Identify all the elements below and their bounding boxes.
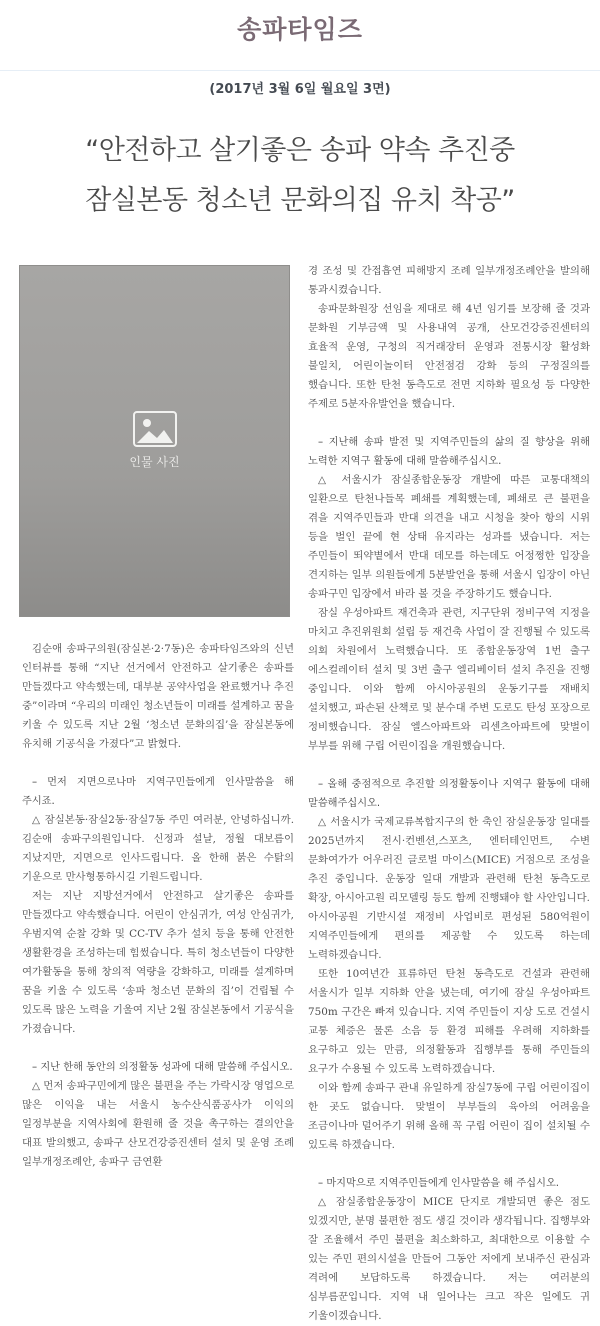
interview-question: – 올해 중점적으로 추진할 의정활동이나 지역구 활동에 대해 말씀해주십시오. (308, 779, 590, 809)
interview-question: – 먼저 지면으로나마 지역구민들에게 인사말씀을 해 주시죠. (22, 777, 294, 807)
interview-answer: △ 서울시가 잠실종합운동장 개발에 따른 교통대책의 일환으로 탄천나들목 폐쇄를 계획했는데, 폐쇄로 큰 불편을 겪을 지역주민들과 반대 의견을 내고 시청을 찾아 항의 시위 등을 벌인 끝에 현 상태 유지라는 성과를 냈습니다. 저는 주민들이 뙤약볕에서 반대 데모를 하는데도 어정쩡한 입장을 견지하는 일부 의원들에게 5분발언을 통해 서울시 입장이 아닌 송파구민 입장에서 바라 볼 것을 주장하기도 했습니다. (308, 474, 590, 600)
image-icon (133, 411, 177, 447)
interview-answer-continuation: 경 조성 및 간접흡연 피해방지 조례 일부개정조례안을 발의해 통과시켰습니다. (308, 265, 590, 296)
headline-line-1: “안전하고 살기좋은 송파 약속 추진중 (85, 135, 515, 166)
article-headline (0, 126, 600, 226)
photo-placeholder-label: 인물 사진 (129, 455, 180, 469)
interview-answer: 저는 지난 지방선거에서 안전하고 살기좋은 송파를 만들겠다고 약속했습니다. 어린이 안심귀가, 여성 안심귀가, 우범지역 순찰 강화 및 CC-TV 추가 설치 등을 통해 안전한 생활환경을 조성하는데 힘썼습니다. 특히 청소년들이 다양한 여가활동을 통해 창의적 역량을 강화하고, 미래를 설계하며 꿈을 키울 수 있도록 ‘송파 청소년 문화의 집’이 건립될 수 있도록 많은 노력을 기울여 지난 2월 잠실본동에서 기공식을 가졌습니다. (22, 890, 294, 1035)
interview-answer: 또한 10여년간 표류하던 탄천 동측도로 건설과 관련해 서울시가 일부 지하화 안을 냈는데, 여기에 잠실 우성아파트 750m 구간은 빠져 있습니다. 지역 주민들이 지상 도로 건설시 교통 체증은 물론 소음 등 환경 피해를 우려해 지하화를 요구하고 있는 만큼, 의정활동과 집행부를 통해 주민들의 요구가 수용될 수 있도록 노력하겠습니다. (308, 968, 590, 1075)
publication-dateline: (2017년 3월 6일 월요일 3면) (209, 82, 391, 97)
article-lead-paragraph: 김순애 송파구의원(잠실본·2·7동)은 송파타임즈와의 신년 인터뷰를 통해 “지난 선거에서 안전하고 살기좋은 송파를 만들겠다고 약속했는데, 대부분 공약사업을 완료했거나 추진 중”이라며 “우리의 미래인 청소년들이 미래를 설계하고 꿈을 키울 수 있도록 지난 2월 ‘청소년 문화의집’을 잠실본동에 유치해 기공식을 가졌다”고 밝혔다. (22, 643, 294, 750)
interview-answer: 잠실 우성아파트 재건축과 관련, 지구단위 정비구역 지정을 마치고 추진위원회 설립 등 재건축 사업이 잘 진행될 수 있도록 의회 차원에서 노력했습니다. 또 종합운동장역 1번 출구 에스컬레이터 설치 및 3번 출구 엘리베이터 설치 추진을 진행 중입니다. 이와 함께 아시아공원의 운동기구를 재배치 설치했고, 파손된 산책로 및 분수대 주변 도로도 탄성 포장으로 정비했습니다. 잠실 엘스아파트와 리센츠아파트에 맞벌이 부부를 위해 구립 어린이집을 개원했습니다. (308, 607, 590, 752)
newspaper-masthead: 송파타임즈 (237, 15, 363, 44)
article-column-left (22, 640, 294, 1172)
portrait-photo-placeholder (19, 265, 290, 617)
headline-line-2: 잠실본동 청소년 문화의집 유치 착공” (85, 185, 515, 216)
photo-placeholder-content (129, 411, 179, 471)
interview-answer: △ 잠실본동·잠실2동·잠실7동 주민 여러분, 안녕하십니까. 김순애 송파구의원입니다. 신정과 설날, 정월 대보름이 지났지만, 지면으로 인사드립니다. 올 한해 붉은 수탉의 기운으로 만사형통하시길 기원드립니다. (22, 814, 294, 883)
interview-answer: △ 잠실종합운동장이 MICE 단지로 개발되면 좋은 점도 있겠지만, 분명 불편한 점도 생길 것이라 생각됩니다. 집행부와 잘 조율해서 주민 불편을 최소화하고, 최대한으로 이용할 수 있는 주민 편의시설을 만들어 그동안 저에게 보내주신 관심과 격려에 보답하도록 하겠습니다. 저는 여러분의 심부름꾼입니다. 지역 내 일어나는 크고 작은 일에도 귀 기울이겠습니다. (308, 1196, 590, 1322)
interview-question: – 마지막으로 지역주민들에게 인사말씀을 해 주십시오. (318, 1178, 560, 1189)
interview-answer: 이와 함께 송파구 관내 유일하게 잠실7동에 구립 어린이집이 한 곳도 없습니다. 맞벌이 부부들의 육아의 어려움을 조금이나마 덜어주기 위해 올해 꼭 구립 어린이 집이 설치될 수 있도록 하겠습니다. (308, 1082, 590, 1151)
interview-answer: △ 서울시가 국제교류복합지구의 한 축인 잠실운동장 일대를 2025년까지 전시·컨벤션,스포츠, 엔터테인먼트, 수변 문화여가가 어우러진 글로벌 마이스(MICE) 거점으로 조성을 추진 중입니다. 운동장 일대 개발과 관련해 탄천 동측도로 확장, 아시아고원 리모델링 등도 함께 진행돼야 할 사안입니다. 아시아공원 기반시설 재정비 사업비로 편성된 580억원이 지역주민들에게 편의를 제공할 수 있도록 하는데 노력하겠습니다. (308, 816, 590, 961)
interview-question: – 지난해 송파 발전 및 지역주민들의 삶의 질 향상을 위해 노력한 지역구 활동에 대해 말씀해주십시오. (308, 437, 590, 467)
interview-answer: △ 먼저 송파구민에게 많은 불편을 주는 가락시장 영업으로 많은 이익을 내는 서울시 농수산식품공사가 이익의 일정부분을 지역사회에 환원해 줄 것을 촉구하는 결의안을 대표 발의했고, 송파구 산모건강증진센터 설치 및 운영 조례 일부개정조례안, 송파구 금연환 (22, 1080, 294, 1168)
article-column-right (308, 262, 590, 1326)
interview-question: – 지난 한해 동안의 의정활동 성과에 대해 말씀해 주십시오. (32, 1062, 293, 1073)
header-divider (0, 70, 600, 71)
interview-answer: 송파문화원장 선임을 제대로 해 4년 임기를 보장해 줄 것과 문화원 기부금액 및 사용내역 공개, 산모건강증진센터의 효율적 운영, 구청의 직거래장터 운영과 전통시장 활성화 불일치, 어린이놀이터 안전점검 강화 등의 구정질의를 했습니다. 또한 탄천 동측도로 전면 지하화 필요성 등 다양한 주제로 5분자유발언을 했습니다. (308, 303, 590, 410)
